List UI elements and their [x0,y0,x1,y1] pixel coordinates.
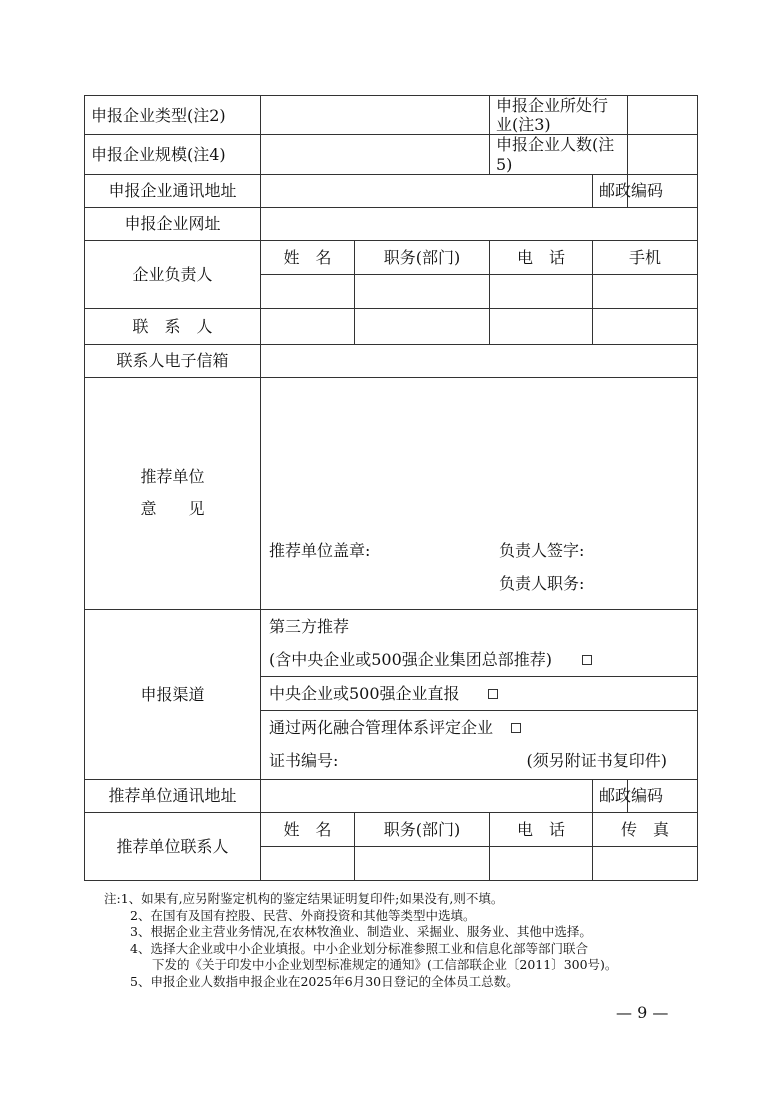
recommender-opinion-line1: 推荐单位 [140,467,205,487]
recommender-opinion-field[interactable] [261,377,698,609]
channel-third-party: 第三方推荐 [269,616,350,636]
stamp-label: 推荐单位盖章: [269,540,371,560]
address-label: 申报企业通讯地址 [85,174,261,207]
checkbox-third-party[interactable] [582,655,592,665]
rec-col-name-header: 姓 名 [261,812,355,846]
rec-contact-label: 推荐单位联系人 [85,812,261,880]
address-field[interactable] [261,174,593,207]
email-label: 联系人电子信箱 [85,344,261,377]
leader-phone-field[interactable] [490,274,593,308]
cert-no-label: 证书编号: [269,750,339,770]
website-label: 申报企业网址 [85,207,261,240]
enterprise-type-field[interactable] [261,96,490,135]
col-name-header: 姓 名 [261,240,355,274]
note-3: 3、根据企业主营业务情况,在农林牧渔业、制造业、采掘业、服务业、其他中选择。 [130,924,592,939]
rec-contact-position-field[interactable] [355,846,490,880]
rec-postcode-label: 邮政编码 [593,779,628,812]
cert-note: (须另附证书复印件) [526,750,667,770]
contact-phone-field[interactable] [490,308,593,344]
industry-label: 申报企业所处行业(注3) [490,96,628,135]
leader-name-field[interactable] [261,274,355,308]
enterprise-type-label: 申报企业类型(注2) [85,96,261,135]
headcount-label: 申报企业人数(注5) [490,135,628,174]
email-field[interactable] [261,344,698,377]
rec-col-fax-header: 传 真 [593,812,698,846]
recommender-opinion-line2: 意 见 [140,499,205,519]
channel-label: 申报渠道 [85,609,261,779]
rec-col-position-header: 职务(部门) [355,812,490,846]
channel-third-party-row [261,643,697,676]
col-mobile-header: 手机 [593,240,698,274]
channel-direct: 中央企业或500强企业直报 [269,683,460,703]
note-4: 4、选择大企业或中小企业填报。中小企业划分标准参照工业和信息化部等部门联合 [130,940,588,956]
checkbox-assessment[interactable] [511,723,521,733]
channel-third-party-note: (含中央企业或500强企业集团总部推荐) [269,649,553,669]
position-sign-label: 负责人职务: [499,573,585,593]
enterprise-scale-field[interactable] [261,135,490,174]
recommender-opinion-label [85,377,261,609]
contact-label: 联 系 人 [85,308,261,344]
leader-mobile-field[interactable] [593,274,698,308]
industry-field[interactable] [628,96,698,135]
rec-contact-name-field[interactable] [261,846,355,880]
leader-position-field[interactable] [355,274,490,308]
enterprise-scale-label: 申报企业规模(注4) [85,135,261,174]
note-5: 5、申报企业人数指申报企业在2025年6月30日登记的全体员工总数。 [130,973,519,989]
rec-address-field[interactable] [261,779,593,812]
rec-contact-phone-field[interactable] [490,846,593,880]
channel-direct-row [261,676,697,710]
application-form-table [84,95,698,881]
cert-row [261,744,697,777]
footnotes [104,891,704,990]
postcode-label: 邮政编码 [593,174,628,207]
rec-address-label: 推荐单位通讯地址 [85,779,261,812]
note-2: 2、在国有及国有控股、民营、外商投资和其他等类型中选填。 [130,907,476,923]
website-field[interactable] [261,207,698,240]
col-phone-header: 电 话 [490,240,593,274]
channel-options [261,609,698,779]
note-4-continued: 下发的《关于印发中小企业划型标准规定的通知》(工信部联企业〔2011〕300号)。 [152,957,618,972]
checkbox-direct[interactable] [488,689,498,699]
signature-label: 负责人签字: [499,540,585,560]
channel-assessment-row [261,710,697,744]
contact-name-field[interactable] [261,308,355,344]
rec-contact-fax-field[interactable] [593,846,698,880]
leader-label: 企业负责人 [85,240,261,308]
col-position-header: 职务(部门) [355,240,490,274]
rec-col-phone-header: 电 话 [490,812,593,846]
page-number: — 9 — [616,1003,669,1022]
headcount-field[interactable] [628,135,698,174]
contact-position-field[interactable] [355,308,490,344]
note-1: 注:1、如果有,应另附鉴定机构的鉴定结果证明复印件;如果没有,则不填。 [104,891,504,906]
contact-mobile-field[interactable] [593,308,698,344]
channel-assessment: 通过两化融合管理体系评定企业 [269,717,494,737]
